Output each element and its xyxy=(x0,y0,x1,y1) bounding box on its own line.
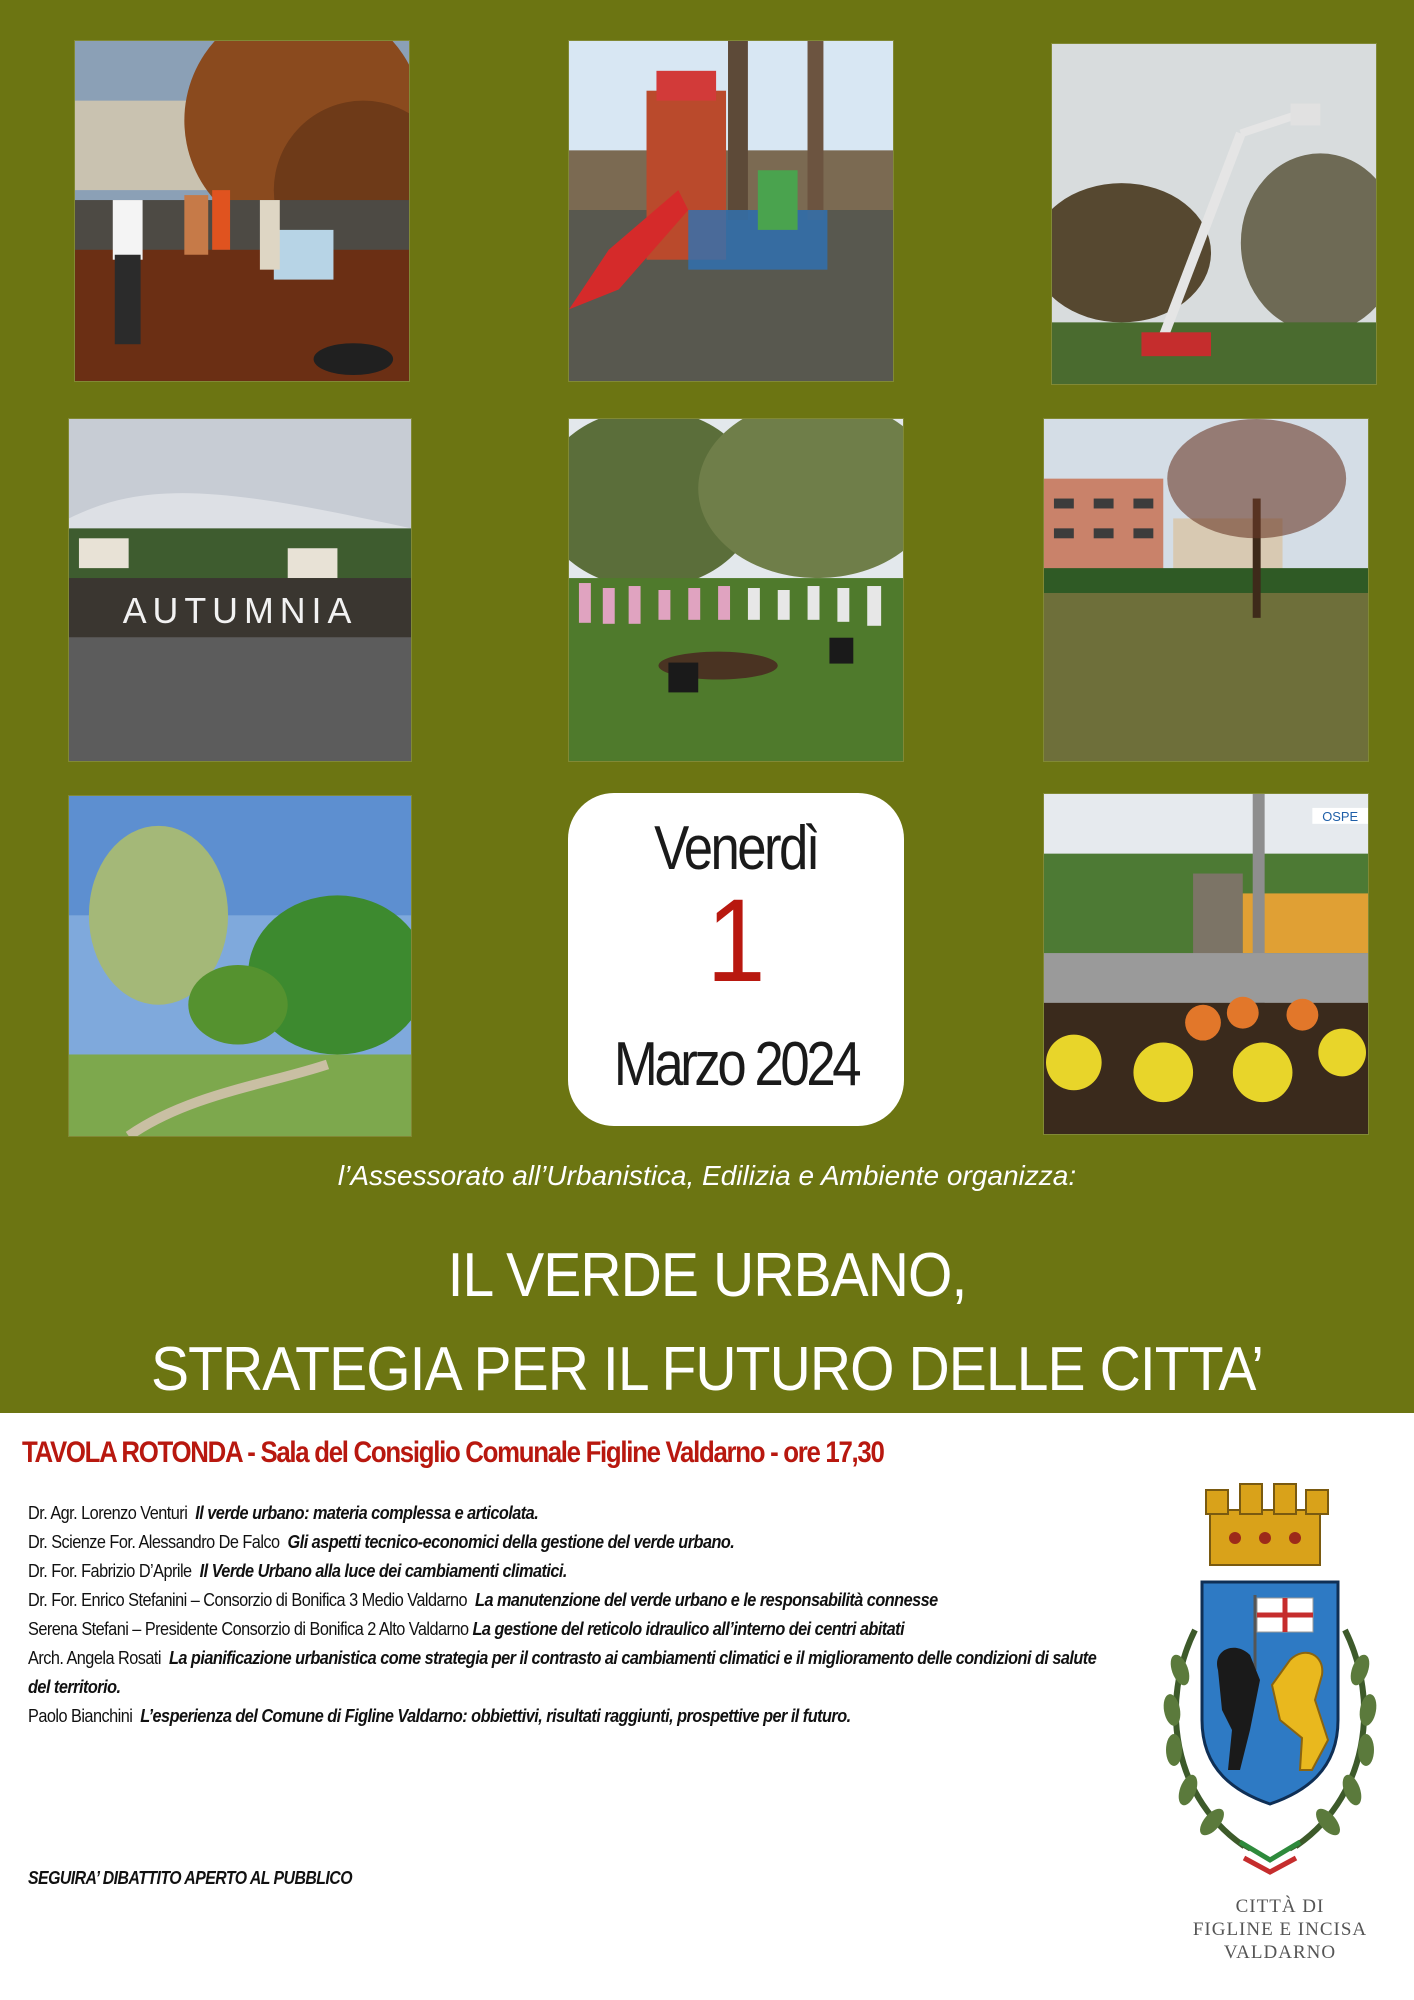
speaker-item xyxy=(28,1614,1014,1643)
speaker-name: Dr. Scienze For. Alessandro De Falco xyxy=(28,1531,280,1552)
event-title-line1: IL VERDE URBANO, xyxy=(447,1241,967,1310)
speaker-topic: La manutenzione del verde urbano e le responsabilità connesse xyxy=(475,1589,938,1610)
photo-autumnia-sign xyxy=(68,418,412,762)
date-card xyxy=(568,793,904,1126)
photo-playground xyxy=(568,40,894,382)
date-weekday: Venerdì xyxy=(654,814,818,883)
photo-flowerbed-roundabout xyxy=(1043,793,1369,1135)
speaker-name: Paolo Bianchini xyxy=(28,1705,133,1726)
crest-line-1: CITTÀ DI xyxy=(1235,1896,1325,1917)
event-title-line2: STRATEGIA PER IL FUTURO DELLE CITTA’ xyxy=(150,1335,1264,1404)
speaker-topic: Il verde urbano: materia complessa e articolata. xyxy=(195,1502,539,1523)
photo-tree-pruning-lift xyxy=(1051,43,1377,385)
speaker-name: Arch. Angela Rosati xyxy=(28,1647,161,1668)
closing-note: SEGUIRA’ DIBATTITO APERTO AL PUBBLICO xyxy=(28,1868,352,1888)
speaker-topic: Il Verde Urbano alla luce dei cambiamenti climatici. xyxy=(199,1560,567,1581)
speaker-item xyxy=(28,1556,1014,1585)
ospe-sign-text: OSPE xyxy=(1322,808,1359,824)
speaker-topic: Gli aspetti tecnico-economici della gestione del verde urbano. xyxy=(287,1531,735,1552)
speaker-topic: La gestione del reticolo idraulico all’interno dei centri abitati xyxy=(472,1618,905,1639)
speaker-list xyxy=(28,1498,1148,1730)
speaker-topic: L’esperienza del Comune di Figline Valdarno: obbiettivi, risultati raggiunti, prospettive per il futuro. xyxy=(140,1705,851,1726)
speaker-item xyxy=(28,1585,1014,1614)
municipal-crest-icon xyxy=(1140,1470,1400,1920)
speaker-item xyxy=(28,1701,1014,1730)
speaker-name: Dr. For. Fabrizio D’Aprile xyxy=(28,1560,192,1581)
crest-caption xyxy=(1160,1895,1400,1964)
date-month-year: Marzo 2024 xyxy=(613,1030,859,1099)
speaker-name: Dr. For. Enrico Stefanini – Consorzio di Bonifica 3 Medio Valdarno xyxy=(28,1589,468,1610)
speaker-item xyxy=(28,1643,1110,1701)
speaker-item xyxy=(28,1527,1014,1556)
organizer-line: l’Assessorato all’Urbanistica, Edilizia e Ambiente organizza: xyxy=(337,1160,1077,1191)
round-table-subheading: TAVOLA ROTONDA - Sala del Consiglio Comunale Figline Valdarno - ore 17,30 xyxy=(22,1436,884,1469)
speaker-name: Serena Stefani – Presidente Consorzio di Bonifica 2 Alto Valdarno xyxy=(28,1618,469,1639)
speaker-item xyxy=(28,1498,1014,1527)
photo-park-trees xyxy=(68,795,412,1137)
photo-residential-park xyxy=(1043,418,1369,762)
crest-line-3: VALDARNO xyxy=(1223,1942,1337,1963)
photo-children-tree-planting xyxy=(568,418,904,762)
date-day-number: 1 xyxy=(706,875,766,1007)
speaker-topic: La pianificazione urbanistica come strategia per il contrasto ai cambiamenti climatici e il miglioramento delle condizioni di salute del territorio. xyxy=(28,1647,1097,1697)
autumnia-text: AUTUMNIA xyxy=(122,590,358,631)
speaker-name: Dr. Agr. Lorenzo Venturi xyxy=(28,1502,188,1523)
photo-volunteers-planting xyxy=(74,40,410,382)
crest-line-2: FIGLINE E INCISA xyxy=(1192,1919,1368,1940)
